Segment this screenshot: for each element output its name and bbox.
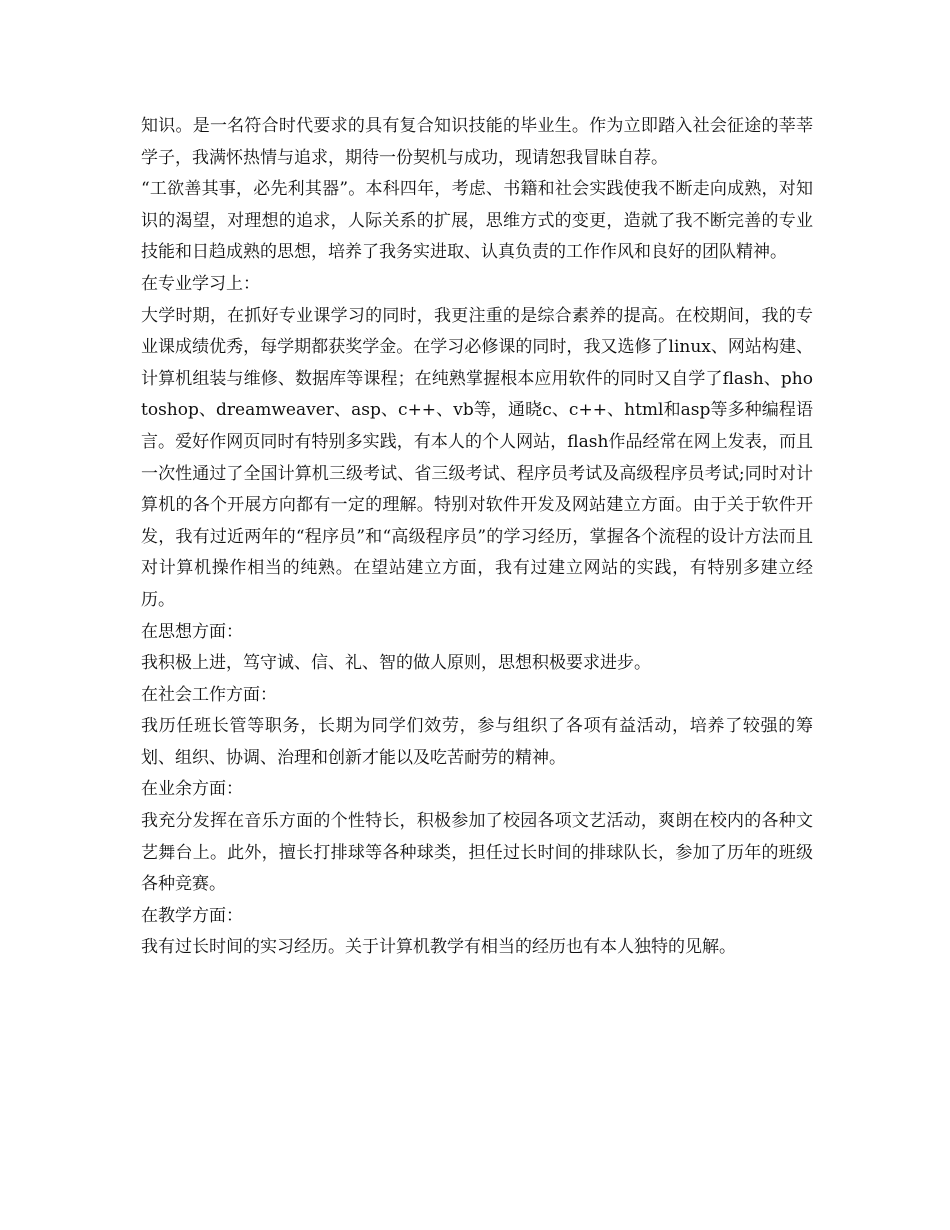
paragraph-leisure: 我充分发挥在音乐方面的个性特长，积极参加了校园各项文艺活动，爽朗在校内的各种文艺舞台上。此外，擅长打排球等各种球类，担任过长时间的排球队长，参加了历年的班级各种竞赛。 — [141, 811, 813, 895]
paragraph-intro: 知识。是一名符合时代要求的具有复合知识技能的毕业生。作为立即踏入社会征途的莘莘学子，我满怀热情与追求，期待一份契机与成功，现请恕我冒昧自荐。 — [141, 116, 813, 168]
heading-teaching: 在教学方面： — [141, 905, 243, 926]
paragraph-motto: “工欲善其事，必先利其器”。本科四年，考虑、书籍和社会实践使我不断走向成熟，对知识的渴望，对理想的追求，人际关系的扩展，思维方式的变更，造就了我不断完善的专业技能和日趋成熟的思想，培养了我务实进取、认真负责的工作作风和良好的团队精神。 — [141, 179, 813, 263]
paragraph-professional-study: 大学时期，在抓好专业课学习的同时，我更注重的是综合素养的提高。在校期间，我的专业课成绩优秀，每学期都获奖学金。在学习必修课的同时，我又选修了linux、网站构建、计算机组装与维修、数据库等课程；在纯熟掌握根本应用软件的同时又自学了flash、photoshop、dreamweaver、asp、c++、vb等，通晓c、c++、html和asp等多种编程语言。爱好作网页同时有特别多实践，有本人的个人网站，flash作品经常在网上发表，而且一次性通过了全国计算机三级考试、省三级考试、程序员考试及高级程序员考试;同时对计算机的各个开展方向都有一定的理解。特别对软件开发及网站建立方面。由于关于软件开发，我有过近两年的“程序员”和“高级程序员”的学习经历，掌握各个流程的设计方法而且对计算机操作相当的纯熟。在望站建立方面，我有过建立网站的实践，有特别多建立经历。 — [141, 305, 813, 610]
paragraph-teaching: 我有过长时间的实习经历。关于计算机教学有相当的经历也有本人独特的见解。 — [141, 937, 736, 958]
heading-professional-study: 在专业学习上： — [141, 273, 260, 294]
heading-leisure: 在业余方面： — [141, 779, 243, 800]
paragraph-ideology: 我积极上进，笃守诚、信、礼、智的做人原则，思想积极要求进步。 — [141, 653, 651, 674]
document-body — [141, 111, 813, 964]
heading-social-work: 在社会工作方面： — [141, 684, 277, 705]
heading-ideology: 在思想方面： — [141, 621, 243, 642]
paragraph-social-work: 我历任班长管等职务，长期为同学们效劳，参与组织了各项有益活动，培养了较强的筹划、组织、协调、治理和创新才能以及吃苦耐劳的精神。 — [141, 716, 813, 768]
